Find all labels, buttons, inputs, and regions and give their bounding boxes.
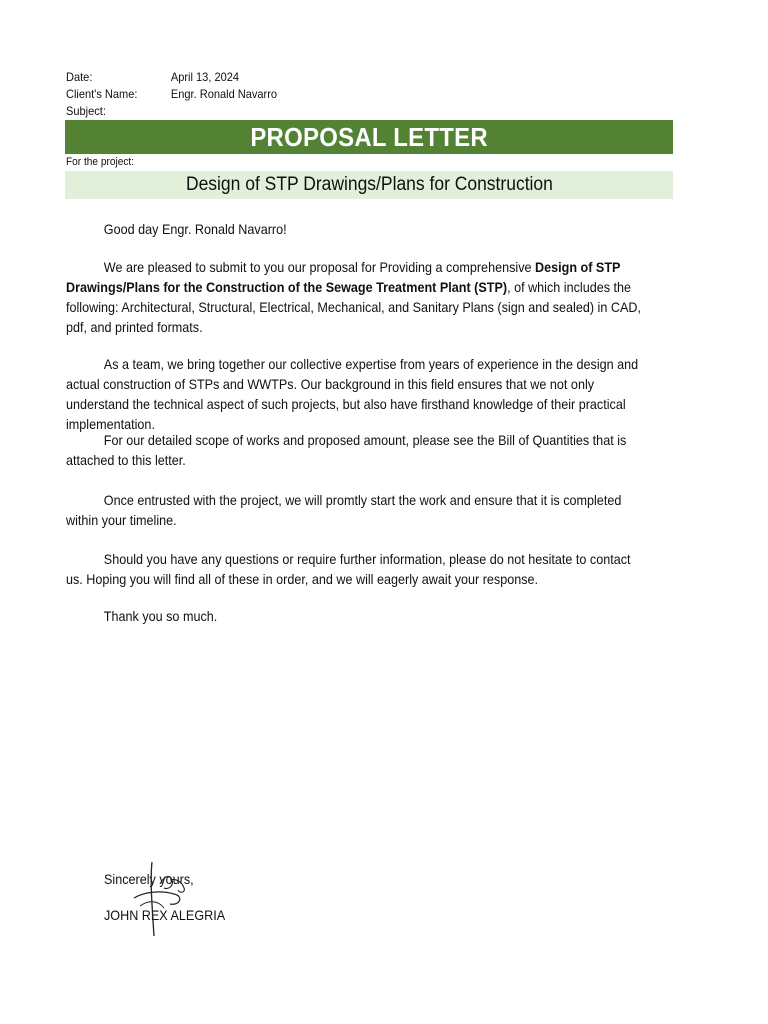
paragraph-3 — [66, 430, 642, 470]
greeting — [66, 219, 642, 239]
project-title: Design of STP Drawings/Plans for Construction — [185, 174, 553, 195]
date-label: Date: — [66, 70, 93, 84]
for-project-label: For the project: — [66, 156, 135, 168]
para1-after: , of which includes the following: Architectural, Structural, Electrical, Mechanical, and Sanitary Plans (sign and sealed) in CAD, pdf, and printed formats. — [66, 279, 641, 335]
para1-before: We are pleased to submit to you our proposal for Providing a comprehensive — [103, 259, 536, 275]
greeting-text: Good day Engr. Ronald Navarro! — [103, 221, 287, 237]
para4-text: Once entrusted with the project, we will promtly start the work and ensure that it is completed within your timeline. — [66, 492, 622, 528]
subject-label: Subject: — [66, 104, 106, 118]
para2-text: As a team, we bring together our collective expertise from years of experience in the design and actual construction of STPs and WWTPs. Our background in this field ensures that we not only understand the technical aspect of such projects, but also have firsthand knowledge of their practical implementation. — [66, 356, 639, 432]
para5-text: Should you have any questions or require further information, please do not hesitate to contact us. Hoping you will find all of these in order, and we will eagerly await your response. — [66, 551, 631, 587]
paragraph-4 — [66, 490, 642, 530]
para1-bold: Design of STP Drawings/Plans for the Construction of the Sewage Treatment Plant (STP) — [66, 259, 621, 295]
paragraph-5 — [66, 549, 642, 589]
paragraph-2 — [66, 354, 642, 434]
signatory-name: JOHN REX ALEGRIA — [104, 907, 226, 923]
paragraph-1 — [66, 257, 642, 337]
client-value: Engr. Ronald Navarro — [170, 87, 278, 101]
signature-icon — [130, 860, 210, 940]
client-label: Client's Name: — [66, 87, 138, 101]
project-bar — [65, 171, 673, 199]
thanks-text: Thank you so much. — [103, 608, 218, 624]
page-title: PROPOSAL LETTER — [250, 122, 488, 152]
thanks — [66, 606, 642, 626]
date-value: April 13, 2024 — [170, 70, 240, 84]
title-bar — [65, 120, 673, 154]
para3-text: For our detailed scope of works and proposed amount, please see the Bill of Quantities that is attached to this letter. — [66, 432, 627, 468]
closing: Sincerely yours, — [104, 871, 194, 887]
